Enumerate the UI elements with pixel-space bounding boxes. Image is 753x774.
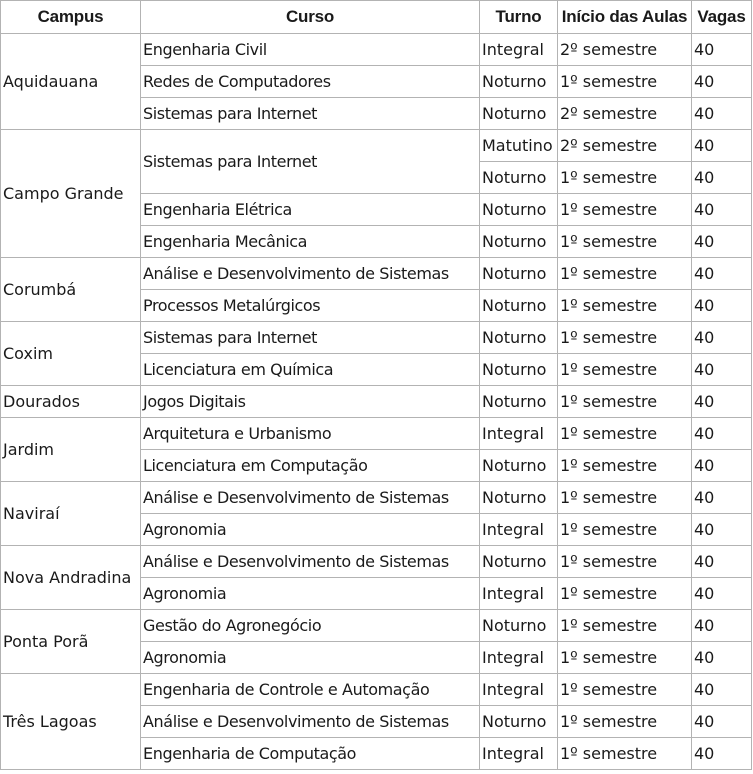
inicio-cell: 1º semestre (558, 322, 692, 354)
curso-cell: Agronomia (141, 514, 480, 546)
inicio-cell: 1º semestre (558, 386, 692, 418)
inicio-cell: 1º semestre (558, 354, 692, 386)
turno-cell: Noturno (480, 194, 558, 226)
turno-cell: Matutino (480, 130, 558, 162)
curso-cell: Redes de Computadores (141, 66, 480, 98)
inicio-cell: 1º semestre (558, 418, 692, 450)
table-row (1, 418, 752, 450)
turno-cell: Noturno (480, 450, 558, 482)
inicio-cell: 1º semestre (558, 226, 692, 258)
campus-cell: Naviraí (1, 482, 141, 546)
campus-cell: Coxim (1, 322, 141, 386)
curso-cell: Engenharia Elétrica (141, 194, 480, 226)
header-turno: Turno (480, 1, 558, 34)
turno-cell: Noturno (480, 258, 558, 290)
table-header (1, 1, 752, 34)
header-campus: Campus (1, 1, 141, 34)
inicio-cell: 1º semestre (558, 642, 692, 674)
vagas-cell: 40 (692, 226, 752, 258)
curso-cell: Engenharia Civil (141, 34, 480, 66)
curso-cell: Engenharia de Computação (141, 738, 480, 770)
curso-cell: Engenharia Mecânica (141, 226, 480, 258)
table-row (1, 322, 752, 354)
header-inicio: Início das Aulas (558, 1, 692, 34)
turno-cell: Integral (480, 642, 558, 674)
curso-cell: Análise e Desenvolvimento de Sistemas (141, 706, 480, 738)
inicio-cell: 1º semestre (558, 738, 692, 770)
table-row (1, 130, 752, 162)
turno-cell: Noturno (480, 546, 558, 578)
curso-cell: Sistemas para Internet (141, 98, 480, 130)
table-row (1, 258, 752, 290)
table-row (1, 34, 752, 66)
campus-cell: Ponta Porã (1, 610, 141, 674)
inicio-cell: 1º semestre (558, 674, 692, 706)
header-row (1, 1, 752, 34)
vagas-cell: 40 (692, 642, 752, 674)
inicio-cell: 1º semestre (558, 258, 692, 290)
curso-cell: Análise e Desenvolvimento de Sistemas (141, 546, 480, 578)
turno-cell: Noturno (480, 482, 558, 514)
table-row (1, 674, 752, 706)
vagas-cell: 40 (692, 418, 752, 450)
curso-cell: Análise e Desenvolvimento de Sistemas (141, 258, 480, 290)
turno-cell: Noturno (480, 610, 558, 642)
inicio-cell: 2º semestre (558, 98, 692, 130)
curso-cell: Arquitetura e Urbanismo (141, 418, 480, 450)
turno-cell: Noturno (480, 98, 558, 130)
vagas-cell: 40 (692, 738, 752, 770)
inicio-cell: 1º semestre (558, 194, 692, 226)
campus-cell: Dourados (1, 386, 141, 418)
campus-cell: Três Lagoas (1, 674, 141, 770)
turno-cell: Integral (480, 738, 558, 770)
vagas-cell: 40 (692, 482, 752, 514)
curso-cell: Sistemas para Internet (141, 130, 480, 194)
vagas-cell: 40 (692, 322, 752, 354)
curso-cell: Agronomia (141, 578, 480, 610)
vagas-cell: 40 (692, 66, 752, 98)
inicio-cell: 1º semestre (558, 162, 692, 194)
inicio-cell: 1º semestre (558, 450, 692, 482)
vagas-cell: 40 (692, 290, 752, 322)
table-body (1, 34, 752, 770)
inicio-cell: 2º semestre (558, 130, 692, 162)
vagas-cell: 40 (692, 578, 752, 610)
campus-cell: Campo Grande (1, 130, 141, 258)
vagas-cell: 40 (692, 674, 752, 706)
vagas-cell: 40 (692, 546, 752, 578)
vagas-cell: 40 (692, 450, 752, 482)
table-row (1, 546, 752, 578)
header-curso: Curso (141, 1, 480, 34)
inicio-cell: 1º semestre (558, 66, 692, 98)
turno-cell: Noturno (480, 354, 558, 386)
vagas-cell: 40 (692, 258, 752, 290)
turno-cell: Noturno (480, 162, 558, 194)
vagas-cell: 40 (692, 610, 752, 642)
turno-cell: Noturno (480, 66, 558, 98)
vagas-cell: 40 (692, 162, 752, 194)
turno-cell: Integral (480, 674, 558, 706)
vagas-cell: 40 (692, 194, 752, 226)
vagas-cell: 40 (692, 354, 752, 386)
vagas-cell: 40 (692, 34, 752, 66)
turno-cell: Noturno (480, 290, 558, 322)
turno-cell: Integral (480, 578, 558, 610)
curso-cell: Processos Metalúrgicos (141, 290, 480, 322)
vagas-cell: 40 (692, 130, 752, 162)
curso-cell: Engenharia de Controle e Automação (141, 674, 480, 706)
turno-cell: Noturno (480, 706, 558, 738)
curso-cell: Gestão do Agronegócio (141, 610, 480, 642)
campus-cell: Aquidauana (1, 34, 141, 130)
campus-cell: Jardim (1, 418, 141, 482)
turno-cell: Integral (480, 418, 558, 450)
table-row (1, 610, 752, 642)
turno-cell: Integral (480, 514, 558, 546)
curso-cell: Jogos Digitais (141, 386, 480, 418)
turno-cell: Noturno (480, 386, 558, 418)
turno-cell: Noturno (480, 322, 558, 354)
turno-cell: Integral (480, 34, 558, 66)
campus-cell: Nova Andradina (1, 546, 141, 610)
curso-cell: Análise e Desenvolvimento de Sistemas (141, 482, 480, 514)
vagas-cell: 40 (692, 386, 752, 418)
header-vagas: Vagas (692, 1, 752, 34)
curso-cell: Licenciatura em Química (141, 354, 480, 386)
campus-cell: Corumbá (1, 258, 141, 322)
vagas-cell: 40 (692, 514, 752, 546)
curso-cell: Sistemas para Internet (141, 322, 480, 354)
vagas-cell: 40 (692, 98, 752, 130)
inicio-cell: 1º semestre (558, 610, 692, 642)
curso-cell: Licenciatura em Computação (141, 450, 480, 482)
curso-cell: Agronomia (141, 642, 480, 674)
inicio-cell: 1º semestre (558, 482, 692, 514)
inicio-cell: 1º semestre (558, 706, 692, 738)
table-row (1, 482, 752, 514)
inicio-cell: 1º semestre (558, 578, 692, 610)
inicio-cell: 2º semestre (558, 34, 692, 66)
vagas-cell: 40 (692, 706, 752, 738)
inicio-cell: 1º semestre (558, 514, 692, 546)
table-row (1, 386, 752, 418)
inicio-cell: 1º semestre (558, 290, 692, 322)
turno-cell: Noturno (480, 226, 558, 258)
inicio-cell: 1º semestre (558, 546, 692, 578)
